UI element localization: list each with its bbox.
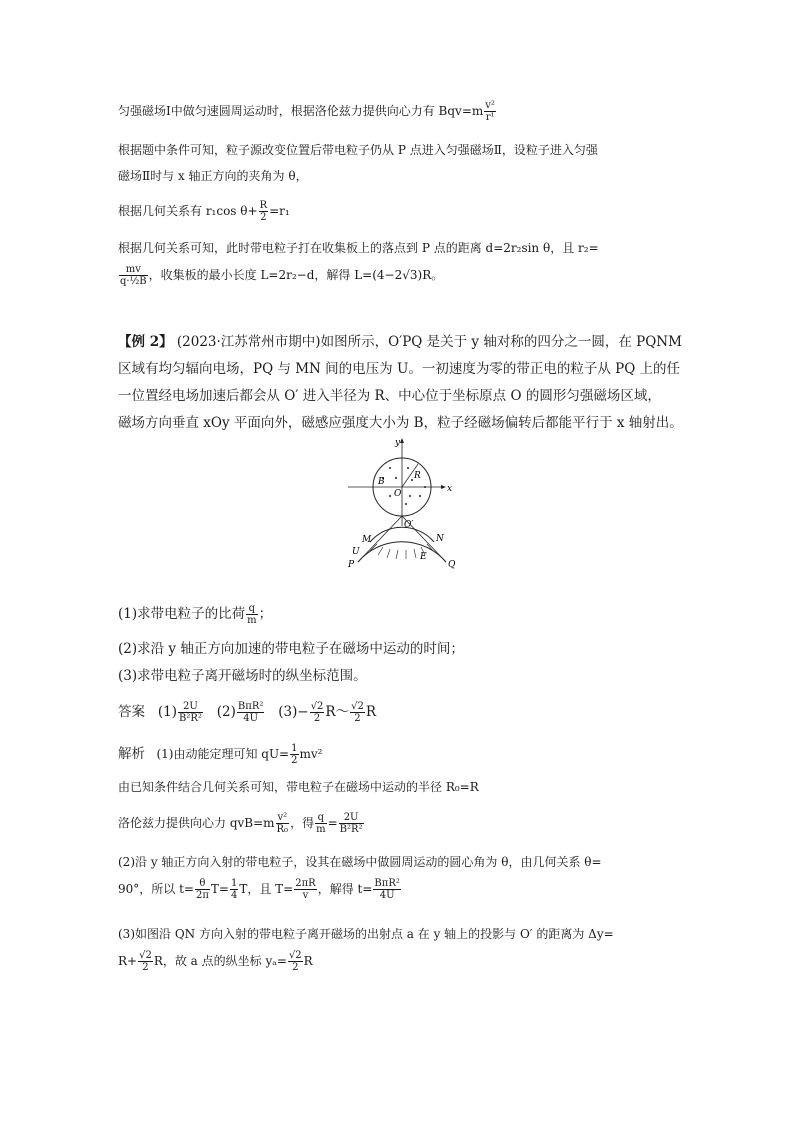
label-n: N [436,534,444,544]
text-span: R～ [325,704,350,720]
text-span: 匀强磁场Ⅰ中做匀速圆周运动时，根据洛伦兹力提供向心力有 Bqv=m [118,104,484,118]
text-span: R [365,704,376,720]
fraction [315,812,326,835]
fraction [237,701,264,724]
text-span: T，且 T= [239,882,294,896]
label-b: B [378,477,385,487]
numerator: BπR² [237,701,264,712]
fraction [276,812,290,835]
text-line [118,100,678,123]
text-span: (1)求带电粒子的比荷 [118,606,246,622]
text-line [118,200,678,223]
label-q: Q [448,560,456,570]
text-line [118,950,678,973]
fraction [294,878,316,901]
denominator: 4 [230,890,238,901]
denominator: m [247,615,257,626]
label-e: E [420,552,427,562]
numerator: 2U [178,701,203,713]
text-line: (3)求带电粒子离开磁场时的纵坐标范围。 [118,668,367,684]
label-x: x [447,484,453,494]
denominator: 4U [379,890,395,901]
text-span: R+ [118,954,138,968]
fraction [119,264,148,287]
text-span: 90°，所以 t= [118,882,194,896]
numerator: q [315,812,326,824]
numerator: v² [485,100,495,111]
text-span: ，解得 t= [317,882,373,896]
text-line: 根据题中条件可知，粒子源改变位置后带电粒子仍从 P 点进入匀强磁场Ⅱ，设粒子进入匀强 [118,143,598,157]
label-o-prime: O′ [404,520,414,530]
text-span: =r₁ [269,204,290,218]
analysis-label: 解析 [118,746,145,762]
text-span: (1)由动能定理可知 qU= [156,747,290,761]
text-line [118,330,682,350]
numerator: √2 [139,950,152,961]
denominator: 2 [260,212,267,223]
text-line: 根据几何关系可知，此时带电粒子打在收集板上的落点到 P 点的距离 d=2r₂sin θ，且 r₂= [118,241,599,255]
answer-line [118,700,678,724]
denominator: q·½B [120,276,147,287]
text-line [118,602,678,626]
text-line: 区域有均匀辐向电场，PQ 与 MN 间的电压为 U。一初速度为零的带正电的粒子从 PQ 上的任 [118,361,681,377]
denominator: 2 [291,755,298,766]
denominator: B²R² [339,824,363,835]
analysis-line [118,742,678,766]
text-line [118,878,678,901]
fraction [230,878,238,901]
x-axis-arrow [441,485,446,489]
example-tag: 【例 2】 [118,334,173,350]
text-span: R，故 a 点的纵坐标 yₐ= [153,954,287,968]
text-span: mv² [299,747,323,761]
numerator: θ [195,878,210,890]
denominator: 2 [354,713,361,724]
text-span: (3)− [278,704,309,720]
numerator: √2 [288,950,302,961]
fraction [484,100,496,123]
denominator: B²R² [179,713,202,724]
fraction [138,950,153,973]
y-axis-arrow [400,438,404,443]
numerator: 2πR [295,878,316,889]
text-span: R [303,954,313,968]
denominator: 2π [195,890,209,901]
denominator: m [316,824,326,835]
text-line: (2)沿 y 轴正方向入射的带电粒子，设其在磁场中做圆周运动的圆心角为 θ，由几何关系 θ= [118,855,602,869]
fraction [339,812,364,835]
text-line [118,812,678,835]
denominator: r¹ [485,112,495,123]
numerator: mv [119,264,148,276]
fraction [246,603,257,626]
label-u: U [352,547,360,557]
text-span: (1) [157,704,177,720]
numerator: √2 [351,701,364,712]
text-span: ，收集板的最小长度 L=2r₂−d，解得 L=(4−2√3)R。 [148,268,444,282]
text-span: ； [258,606,273,622]
label-m: M [362,535,372,545]
fraction [259,200,269,223]
numerator: R [259,200,268,211]
text-span: = [327,816,338,830]
label-r: R [414,471,421,481]
fraction [288,950,303,973]
denominator: 4U [243,713,259,724]
denominator: R₀ [276,824,289,835]
text-span: ，得 [290,816,315,830]
numerator: 1 [291,743,298,754]
text-line: 磁场方向垂直 xOy 平面向外，磁感应强度大小为 B，粒子经磁场偏转后都能平行于 x 轴射出。 [118,415,683,431]
label-o: O [394,489,402,499]
text-span: 根据几何关系有 r₁cos θ+ [118,204,258,218]
numerator: 2U [339,812,364,824]
denominator: v [302,890,309,901]
label-p: P [348,560,355,570]
text-line: (2)求沿 y 轴正方向加速的带电粒子在磁场中运动的时间； [118,641,464,657]
text-span: (2023·江苏常州市期中)如图所示，O′PQ 是关于 y 轴对称的四分之一圆，在 PQNM [172,334,682,350]
text-span: T= [210,882,229,896]
denominator: 2 [313,713,321,724]
text-span: (2) [216,704,236,720]
numerator: BπR² [374,878,400,889]
fraction [350,701,365,724]
label-y: y [395,438,401,448]
fraction [290,743,298,766]
fraction [195,878,210,901]
text-line: 磁场Ⅱ时与 x 轴正方向的夹角为 θ， [118,169,308,183]
text-line [118,264,678,287]
numerator: v² [277,812,288,823]
text-line: (3)如图沿 QN 方向入射的带电粒子离开磁场的出射点 a 在 y 轴上的投影与 O′ 的距离为 Δy= [118,927,614,941]
numerator: q [246,603,257,615]
numerator: 1 [230,878,238,889]
fraction [178,701,203,724]
denominator: 2 [292,962,299,973]
fraction [373,878,400,901]
denominator: 2 [142,962,149,973]
numerator: √2 [310,701,324,712]
text-span: 洛伦兹力提供向心力 qvB=m [118,816,275,830]
text-line: 由已知条件结合几何关系可知，带电粒子在磁场中运动的半径 R₀=R [118,780,479,794]
text-line: 一位置经电场加速后都会从 O′ 进入半径为 R、中心位于坐标原点 O 的圆形匀强磁场区域， [118,388,661,404]
fraction [310,701,325,724]
physics-diagram [340,438,460,578]
answer-label: 答案 [118,704,145,720]
